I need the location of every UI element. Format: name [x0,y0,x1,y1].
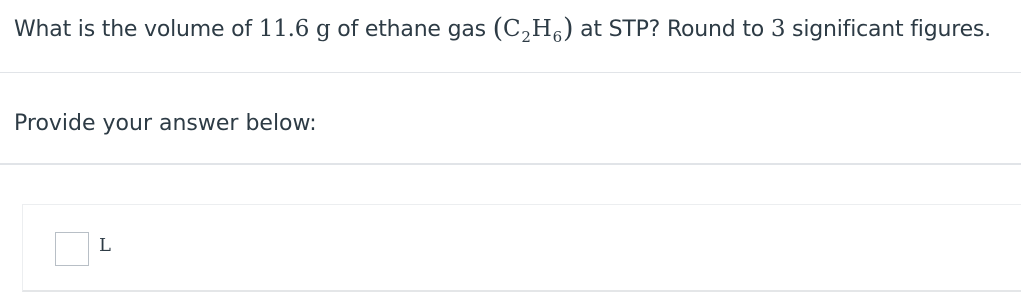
section-divider [0,72,1021,73]
formula-hydrogen: H [531,16,552,42]
formula-open-paren: ( [492,13,504,44]
formula-carbon: C [503,16,521,42]
question-text [14,10,991,49]
mass-value: 11.6 [258,16,310,42]
formula-hydrogen-subscript: 6 [552,28,562,46]
answer-unit: L [99,235,111,256]
formula-close-paren: ) [562,13,574,44]
sig-figs-value: 3 [770,16,786,42]
question-stp-text: at STP? Round to [573,17,771,42]
answer-panel [22,204,1021,292]
question-end-text: significant figures. [785,17,991,42]
formula-carbon-subscript: 2 [521,28,531,46]
answer-input[interactable] [55,232,89,266]
chemical-formula [492,13,574,46]
question-gas-text: of ethane gas [330,17,493,42]
question-intro: What is the volume of [14,17,259,42]
mass-unit: g [315,16,331,42]
answer-prompt: Provide your answer below: [14,111,317,136]
section-divider [0,163,1021,165]
